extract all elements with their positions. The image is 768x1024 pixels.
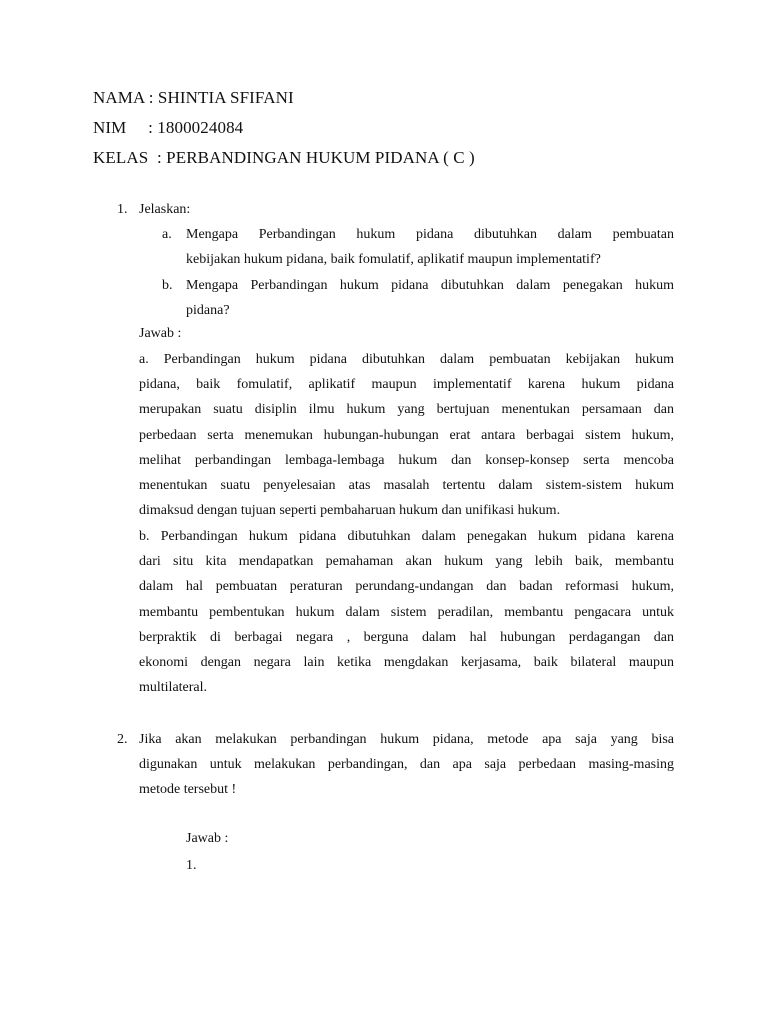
answer-a-line: perbedaan serta menemukan hubungan-hubungan erat antara berbagai sistem hukum, — [139, 427, 674, 443]
q1-sub-b-marker: b. — [162, 278, 173, 293]
q2-question-line: Jika akan melakukan perbandingan hukum pidana, metode apa saja yang bisa — [139, 732, 674, 747]
q1-jawab-label: Jawab : — [139, 326, 182, 341]
answer-b-line: ekonomi dengan negara lain ketika mengdakan kerjasama, baik bilateral maupun — [139, 654, 674, 670]
q2-jawab-label: Jawab : — [186, 831, 229, 846]
q2-question-line: metode tersebut ! — [139, 782, 237, 798]
answer-b-line: membantu pembentukan hukum dalam sistem peradilan, membantu pengacara untuk — [139, 604, 674, 620]
q2-answer-first-item: 1. — [186, 858, 197, 873]
q1-sub-a-line: Mengapa Perbandingan hukum pidana dibutuhkan dalam pembuatan — [186, 227, 674, 242]
answer-a-line: dimaksud dengan tujuan seperti pembaharuan hukum dan unifikasi hukum. — [139, 503, 561, 519]
q2-number: 2. — [117, 732, 128, 747]
q1-sub-a-line: kebijakan hukum pidana, baik fomulatif, aplikatif maupun implementatif? — [186, 252, 601, 268]
q1-sub-b-line: pidana? — [186, 303, 230, 319]
q1-sub-a-marker: a. — [162, 227, 172, 242]
student-name: NAMA : SHINTIA SFIFANI — [93, 88, 294, 107]
answer-b-line: dalam hal pembuatan peraturan perundang-undangan dan badan reformasi hukum, — [139, 579, 674, 595]
q1-number: 1. — [117, 202, 128, 217]
q2-question-line: digunakan untuk melakukan perbandingan, dan apa saja perbedaan masing-masing — [139, 757, 674, 773]
q1-sub-a-text — [186, 222, 674, 272]
student-class: KELAS : PERBANDINGAN HUKUM PIDANA ( C ) — [93, 148, 475, 167]
q1-sub-b-line: Mengapa Perbandingan hukum pidana dibutuhkan dalam penegakan hukum — [186, 278, 674, 293]
answer-a-line: menentukan suatu penyelesaian atas masalah tertentu dalam sistem-sistem hukum — [139, 477, 674, 493]
student-nim: NIM : 1800024084 — [93, 118, 244, 137]
q1-answer-a — [139, 347, 674, 523]
q1-answer-b — [139, 524, 674, 700]
answer-b-line: multilateral. — [139, 680, 208, 696]
answer-a-line: a. Perbandingan hukum pidana dibutuhkan dalam pembuatan kebijakan hukum — [139, 352, 674, 367]
q2-question — [139, 727, 674, 803]
answer-b-line: dari situ kita mendapatkan pemahaman akan hukum yang lebih baik, membantu — [139, 554, 674, 570]
answer-a-line: melihat perbandingan lembaga-lembaga hukum dan konsep-konsep serta mencoba — [139, 452, 674, 468]
q1-sub-b-text — [186, 273, 674, 323]
answer-b-line: berpraktik di berbagai negara , berguna dalam hal hubungan perdagangan dan — [139, 629, 674, 645]
answer-b-line: b. Perbandingan hukum pidana dibutuhkan dalam penegakan hukum pidana karena — [139, 529, 674, 544]
answer-a-line: pidana, baik fomulatif, aplikatif maupun implementatif karena hukum pidana — [139, 377, 674, 393]
answer-a-line: merupakan suatu disiplin ilmu hukum yang bertujuan menentukan persamaan dan — [139, 402, 674, 418]
q1-intro: Jelaskan: — [139, 202, 191, 217]
